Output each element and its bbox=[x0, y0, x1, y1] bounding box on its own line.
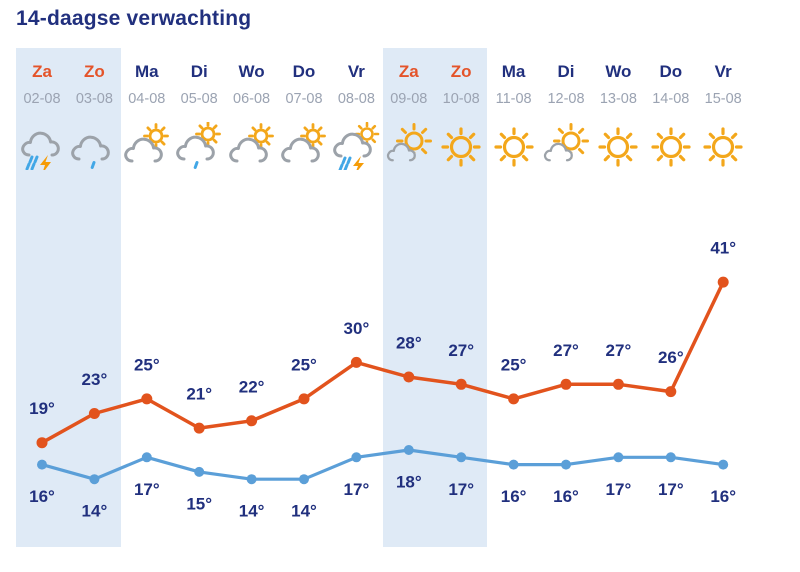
min-temp-label: 16° bbox=[710, 487, 737, 507]
date-label: 07-08 bbox=[285, 91, 323, 107]
max-temp-point bbox=[561, 379, 572, 390]
date-label: 02-08 bbox=[23, 91, 61, 107]
day-column[interactable] bbox=[173, 60, 225, 170]
date-label: 04-08 bbox=[128, 91, 166, 107]
page-title: 14-daagse verwachting bbox=[16, 7, 252, 30]
day-column[interactable] bbox=[16, 60, 68, 170]
date-label: 13-08 bbox=[599, 91, 637, 107]
min-temp-label: 14° bbox=[291, 501, 317, 521]
date-label: 06-08 bbox=[233, 91, 271, 107]
min-temp-point bbox=[613, 452, 623, 462]
max-temp-label: 41° bbox=[710, 238, 737, 258]
min-temp-label: 17° bbox=[657, 479, 684, 499]
max-temp-label: 19° bbox=[29, 399, 55, 419]
date-label: 11-08 bbox=[495, 91, 532, 107]
day-column[interactable] bbox=[487, 60, 539, 170]
cloud-sun-drizzle-icon bbox=[175, 122, 223, 170]
max-temp-point bbox=[508, 393, 519, 404]
sunny-icon bbox=[647, 122, 695, 170]
min-temp-label: 15° bbox=[186, 494, 213, 514]
min-temp-label: 16° bbox=[553, 487, 579, 507]
day-label: Vr bbox=[714, 62, 732, 81]
day-column[interactable] bbox=[330, 60, 382, 170]
day-label: Vr bbox=[347, 62, 365, 81]
max-temp-label: 25° bbox=[291, 355, 317, 375]
cloud-sun-icon bbox=[280, 122, 328, 170]
min-temp-point bbox=[247, 474, 257, 484]
max-temp-label: 21° bbox=[186, 384, 213, 404]
max-temp-label: 27° bbox=[605, 340, 632, 360]
sun-cloud-icon bbox=[385, 122, 433, 170]
max-temp-label: 25° bbox=[500, 355, 527, 375]
max-temp-label: 26° bbox=[657, 348, 684, 368]
day-column[interactable] bbox=[383, 60, 435, 170]
max-temp-label: 28° bbox=[395, 333, 422, 353]
day-label: Di bbox=[557, 62, 575, 81]
min-temp-label: 16° bbox=[29, 487, 55, 507]
drizzle-icon bbox=[70, 122, 118, 170]
date-label: 10-08 bbox=[442, 91, 480, 107]
sunny-icon bbox=[594, 122, 642, 170]
day-column[interactable] bbox=[121, 60, 173, 170]
max-temp-point bbox=[141, 393, 152, 404]
max-temp-point bbox=[718, 277, 729, 288]
min-temp-label: 14° bbox=[238, 501, 265, 521]
day-label: Do bbox=[659, 62, 683, 81]
day-column[interactable] bbox=[697, 60, 749, 170]
min-temp-point bbox=[142, 452, 152, 462]
sun-cloud-icon bbox=[542, 122, 590, 170]
min-temp-label: 18° bbox=[395, 472, 422, 492]
day-label: Do bbox=[292, 62, 316, 81]
max-temp-label: 27° bbox=[448, 340, 475, 360]
date-label: 09-08 bbox=[390, 91, 428, 107]
date-label: 14-08 bbox=[652, 91, 690, 107]
min-temp-point bbox=[561, 460, 571, 470]
thunderstorm-icon bbox=[18, 122, 66, 170]
min-temp-label: 17° bbox=[605, 479, 632, 499]
max-temp-point bbox=[351, 357, 362, 368]
max-temp-label: 23° bbox=[81, 370, 108, 389]
day-column[interactable] bbox=[68, 60, 120, 170]
min-temp-point bbox=[194, 467, 204, 477]
day-column[interactable] bbox=[645, 60, 697, 170]
day-label: Zo bbox=[83, 62, 105, 81]
date-label: 03-08 bbox=[75, 91, 113, 107]
min-temp-point bbox=[666, 452, 676, 462]
day-label: Za bbox=[398, 62, 419, 81]
max-temp-label: 22° bbox=[238, 377, 265, 397]
date-label: 12-08 bbox=[547, 91, 585, 107]
min-temp-label: 17° bbox=[133, 479, 160, 499]
sunny-icon bbox=[490, 122, 538, 170]
day-label: Wo bbox=[238, 62, 265, 81]
date-label: 08-08 bbox=[337, 91, 375, 107]
day-label: Wo bbox=[605, 62, 632, 81]
date-label: 05-08 bbox=[180, 91, 218, 107]
min-temp-point bbox=[299, 474, 309, 484]
min-temp-point bbox=[351, 452, 361, 462]
max-temp-label: 25° bbox=[133, 355, 160, 375]
day-label: Ma bbox=[501, 62, 526, 81]
max-temp-label: 30° bbox=[343, 318, 370, 338]
min-temp-point bbox=[718, 460, 728, 470]
max-temp-point bbox=[299, 393, 310, 404]
max-temp-point bbox=[194, 423, 205, 434]
cloud-sun-icon bbox=[123, 122, 171, 170]
min-temp-label: 17° bbox=[343, 479, 370, 499]
sunny-icon bbox=[699, 122, 747, 170]
max-temp-point bbox=[665, 386, 676, 397]
day-column[interactable] bbox=[540, 60, 592, 170]
day-column[interactable] bbox=[225, 60, 277, 170]
max-temp-label: 27° bbox=[553, 340, 579, 360]
day-label: Ma bbox=[134, 62, 159, 81]
min-temp-point bbox=[509, 460, 519, 470]
sunny-icon bbox=[437, 122, 485, 170]
min-temp-label: 14° bbox=[81, 501, 108, 521]
cloud-sun-icon bbox=[228, 122, 276, 170]
date-label: 15-08 bbox=[704, 91, 742, 107]
min-temp-label: 17° bbox=[448, 479, 475, 499]
day-column[interactable] bbox=[435, 60, 487, 170]
max-temp-point bbox=[613, 379, 624, 390]
day-label: Zo bbox=[450, 62, 472, 81]
max-temp-point bbox=[246, 415, 257, 426]
day-column[interactable] bbox=[278, 60, 330, 170]
day-column[interactable] bbox=[592, 60, 644, 170]
day-label: Di bbox=[190, 62, 208, 81]
min-temp-label: 16° bbox=[500, 487, 527, 507]
day-label: Za bbox=[32, 62, 52, 81]
thunder-sun-icon bbox=[332, 122, 380, 170]
